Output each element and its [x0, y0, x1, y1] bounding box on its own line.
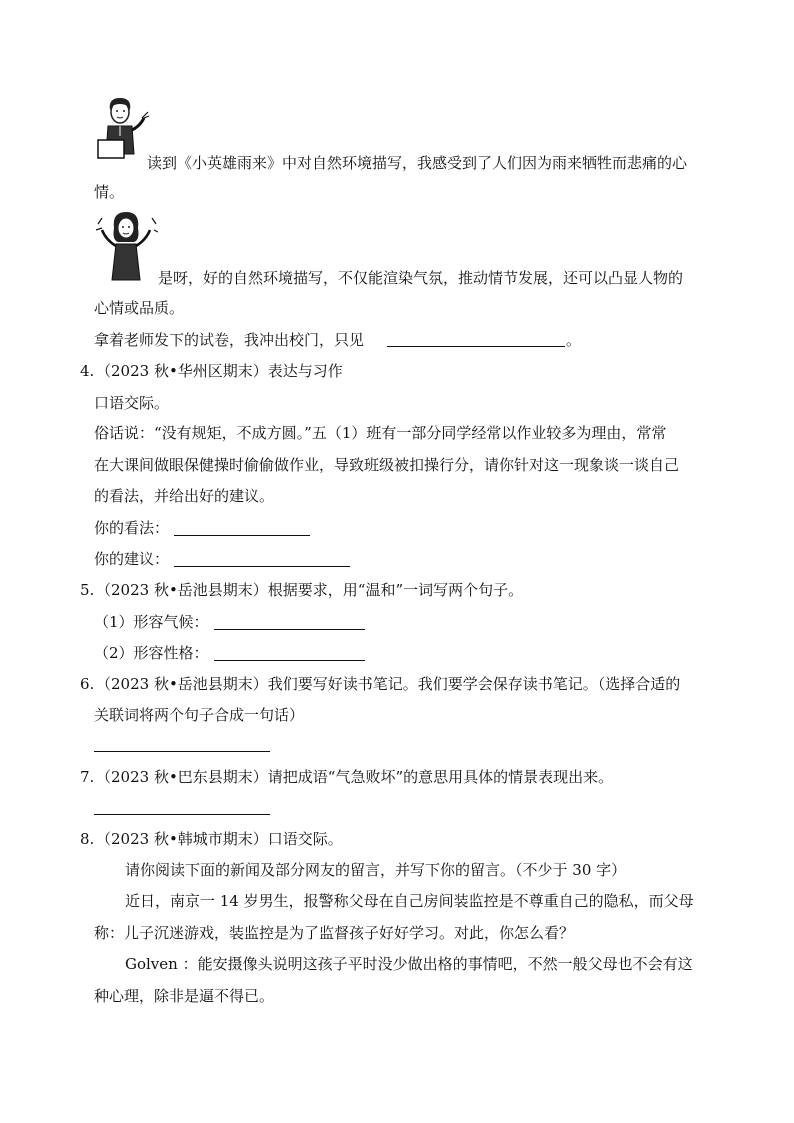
q6-answer-blank[interactable]: [94, 751, 270, 752]
boy-dialog-line1: 读到《小英雄雨来》中对自然环境描写，我感受到了人们因为雨来牺牲而悲痛的心: [147, 154, 688, 172]
q4-advice-blank[interactable]: [174, 566, 350, 567]
q4-number: 4.: [80, 362, 95, 380]
q5-part-b-label: （2）形容性格：: [94, 644, 209, 662]
girl-illustration: [94, 210, 158, 284]
writing-prompt: 拿着老师发下的试卷，我冲出校门，只见: [94, 331, 365, 349]
q4-paragraph-line2: 在大课间做眼保健操时偷偷做作业，导致班级被扣操行分，请你针对这一现象谈一谈自己: [94, 456, 680, 474]
q5-part-a-blank[interactable]: [214, 629, 365, 630]
q5-heading: （2023 秋•岳池县期末）根据要求，用“温和”一词写两个句子。: [96, 581, 524, 599]
q4-subheading: 口语交际。: [94, 394, 170, 412]
q5-part-a-label: （1）形容气候：: [94, 613, 209, 631]
q4-heading: （2023 秋•华州区期末）表达与习作: [96, 362, 343, 380]
q4-paragraph-line3: 的看法，并给出好的建议。: [94, 487, 275, 505]
boy-dialog-line2: 情。: [94, 183, 125, 201]
q4-view-label: 你的看法：: [94, 519, 170, 537]
q5-number: 5.: [80, 581, 95, 599]
q5-part-b-blank[interactable]: [214, 660, 365, 661]
q7-heading: （2023 秋•巴东县期末）请把成语“气急败坏”的意思用具体的情景表现出来。: [96, 768, 614, 786]
q8-heading: （2023 秋•韩城市期末）口语交际。: [96, 830, 343, 848]
q8-number: 8.: [80, 830, 95, 848]
q7-answer-blank[interactable]: [94, 814, 270, 815]
prompt-answer-blank[interactable]: [387, 346, 565, 347]
girl-dialog-line2: 心情或品质。: [94, 299, 185, 317]
girl-dialog-line1: 是呀，好的自然环境描写，不仅能渲染气氛，推动情节发展，还可以凸显人物的: [158, 269, 684, 287]
q6-heading: （2023 秋•岳池县期末）我们要写好读书笔记。我们要学会保存读书笔记。（选择合适的: [96, 675, 681, 693]
q8-intro: 请你阅读下面的新闻及部分网友的留言，并写下你的留言。（不少于 30 字）: [125, 861, 627, 879]
q8-news-line1: 近日，南京一 14 岁男生，报警称父母在自己房间装监控是不尊重自己的隐私，而父母: [125, 892, 694, 910]
q8-comment-line2: 种心理，除非是逼不得已。: [94, 987, 275, 1005]
q6-heading-line2: 关联词将两个句子合成一句话）: [94, 706, 305, 724]
q6-number: 6.: [80, 675, 95, 693]
prompt-end: 。: [566, 331, 582, 349]
q7-number: 7.: [80, 768, 95, 786]
boy-illustration: [94, 96, 150, 168]
q8-comment-line1: Golven ：能安摄像头说明这孩子平时没少做出格的事情吧，不然一般父母也不会有这: [125, 955, 693, 973]
q8-news-line2: 称：儿子沉迷游戏，装监控是为了监督孩子好好学习。对此，你怎么看？: [94, 924, 575, 942]
q4-advice-label: 你的建议：: [94, 550, 170, 568]
q4-paragraph-line1: 俗话说：“没有规矩，不成方圆。”五（1）班有一部分同学经常以作业较多为理由，常常: [94, 424, 667, 442]
q4-view-blank[interactable]: [174, 535, 310, 536]
